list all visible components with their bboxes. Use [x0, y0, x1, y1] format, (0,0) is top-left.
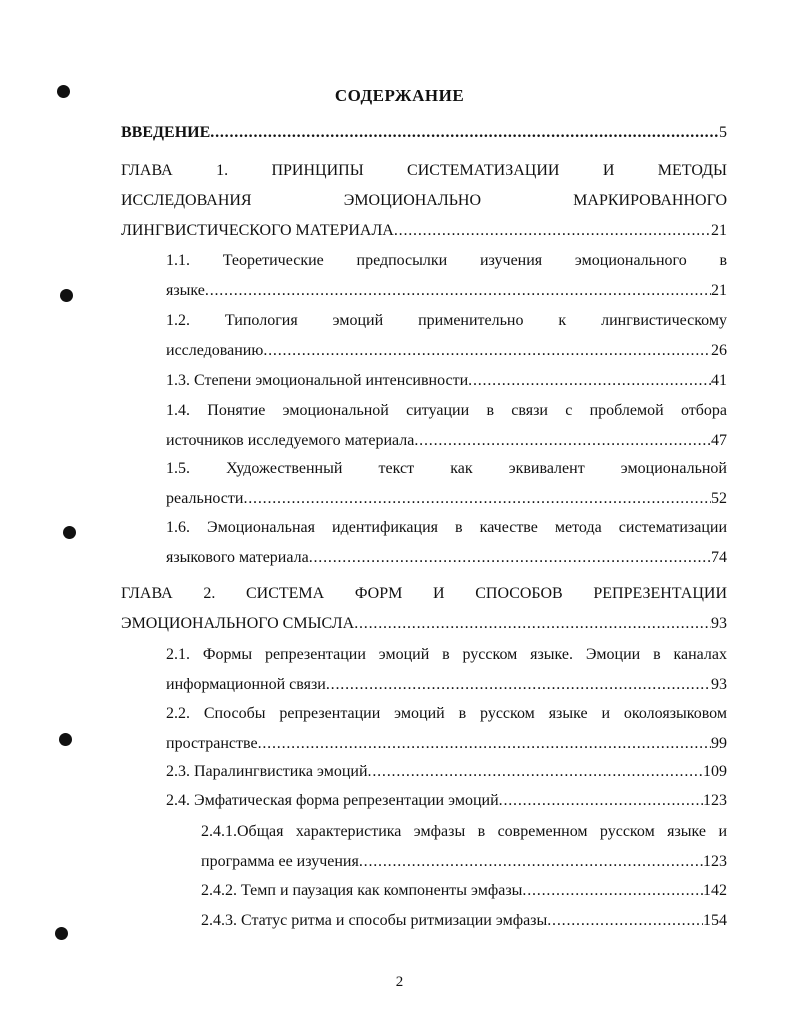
toc-entry-label: ВВЕДЕНИЕ	[121, 124, 211, 141]
toc-entry-1-6[interactable]	[166, 513, 727, 573]
toc-entry-label-cont: ЭМОЦИОНАЛЬНОГО СМЫСЛА	[121, 615, 355, 632]
toc-entry-label: ГЛАВА 1. ПРИНЦИПЫ СИСТЕМАТИЗАЦИИ И МЕТОДЫ	[121, 162, 727, 179]
toc-entry-label: 2.4.1.Общая характеристика эмфазы в современном русском языке и	[201, 823, 727, 840]
toc-entry-page: 142	[703, 882, 727, 899]
toc-entry-label: 1.5. Художественный текст как эквивалент эмоциональной	[166, 460, 727, 477]
toc-entry-introduction[interactable]	[121, 118, 727, 148]
toc-entry-2-4-3[interactable]	[201, 906, 727, 936]
toc-entry-label-cont: исследованию	[166, 342, 264, 359]
toc-entry-page: 41	[711, 372, 727, 389]
toc-entry-page: 154	[703, 912, 727, 929]
toc-entry-1-2[interactable]	[166, 306, 727, 366]
toc-entry-label: 2.3. Паралингвистика эмоций	[166, 763, 368, 780]
toc-entry-page: 93	[711, 615, 727, 632]
toc-entry-2-4[interactable]	[166, 786, 727, 816]
toc-entry-1-1[interactable]	[166, 246, 727, 306]
toc-entry-label-cont: языкового материала	[166, 549, 309, 566]
toc-entry-label: 2.1. Формы репрезентации эмоций в русском языке. Эмоции в каналах	[166, 646, 727, 663]
toc-entry-page: 123	[703, 792, 727, 809]
page-number: 2	[395, 974, 404, 990]
toc-entry-page: 123	[703, 853, 727, 870]
toc-entry-label-cont: пространстве	[166, 735, 258, 752]
toc-entry-2-4-2[interactable]	[201, 876, 727, 906]
toc-entry-label: 2.4.2. Темп и паузация как компоненты эмфазы	[201, 882, 523, 899]
toc-entry-page: 52	[711, 490, 727, 507]
toc-entry-label-cont: программа ее изучения	[201, 853, 359, 870]
toc-entry-label-cont: информационной связи	[166, 676, 326, 693]
toc-entry-1-4[interactable]	[166, 396, 727, 456]
toc-entry-label: 1.1. Теоретические предпосылки изучения эмоционального в	[166, 252, 727, 269]
toc-entry-page: 5	[719, 124, 727, 141]
toc-entry-label-cont: языке	[166, 282, 205, 299]
toc-entry-page: 47	[711, 432, 727, 449]
toc-entry-2-4-1[interactable]	[201, 817, 727, 877]
toc-entry-label: 2.2. Способы репрезентации эмоций в русском языке и околоязыковом	[166, 705, 727, 722]
toc-entry-label-cont: реальности	[166, 490, 244, 507]
toc-entry-label: 1.4. Понятие эмоциональной ситуации в связи с проблемой отбора	[166, 402, 727, 419]
toc-entry-label: 1.6. Эмоциональная идентификация в качестве метода систематизации	[166, 519, 727, 536]
toc-entry-page: 26	[711, 342, 727, 359]
toc-entry-label: 2.4.3. Статус ритма и способы ритмизации эмфазы	[201, 912, 548, 929]
toc-entry-2-1[interactable]	[166, 640, 727, 700]
toc-entry-1-5[interactable]	[166, 454, 727, 514]
toc-entry-label-cont: ИССЛЕДОВАНИЯ ЭМОЦИОНАЛЬНО МАРКИРОВАННОГО	[121, 192, 727, 209]
toc-entry-page: 21	[711, 282, 727, 299]
toc-entry-label: 1.2. Типология эмоций применительно к лингвистическому	[166, 312, 727, 329]
toc-entry-label: 2.4. Эмфатическая форма репрезентации эмоций	[166, 792, 499, 809]
toc-entry-1-3[interactable]	[166, 366, 727, 396]
toc-entry-2-3[interactable]	[166, 757, 727, 787]
toc-entry-chapter-1[interactable]	[121, 156, 727, 246]
toc-entry-page: 74	[711, 549, 727, 566]
toc-entry-label-cont: ЛИНГВИСТИЧЕСКОГО МАТЕРИАЛА	[121, 222, 394, 239]
page-title: СОДЕРЖАНИЕ	[334, 86, 465, 105]
toc-entry-label: ГЛАВА 2. СИСТЕМА ФОРМ И СПОСОБОВ РЕПРЕЗЕНТАЦИИ	[121, 585, 727, 602]
toc-entry-page: 21	[711, 222, 727, 239]
toc-entry-chapter-2[interactable]	[121, 579, 727, 639]
toc-entry-page: 99	[711, 735, 727, 752]
toc-entry-label: 1.3. Степени эмоциональной интенсивности	[166, 372, 469, 389]
toc-entry-2-2[interactable]	[166, 699, 727, 759]
toc-entry-page: 109	[703, 763, 727, 780]
toc-entry-label-cont: источников исследуемого материала	[166, 432, 415, 449]
toc-entry-page: 93	[711, 676, 727, 693]
